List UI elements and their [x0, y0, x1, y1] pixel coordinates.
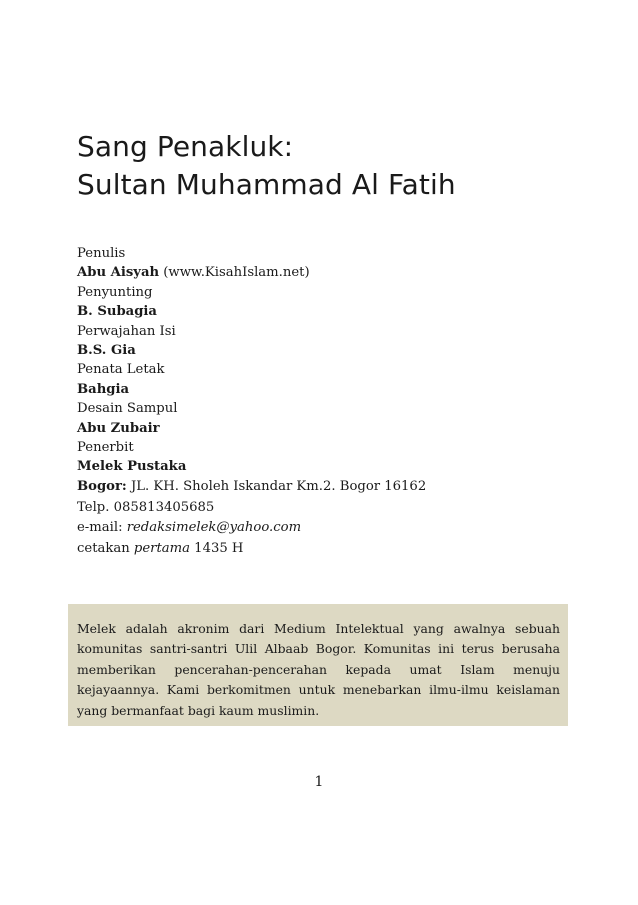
credit-name: Abu Zubair	[77, 420, 160, 436]
credit-role: Penulis	[77, 246, 126, 261]
credit-role: Penerbit	[77, 440, 134, 456]
edition-prefix: cetakan	[77, 540, 134, 556]
credits-block	[77, 244, 310, 477]
publisher-address	[77, 477, 426, 498]
publisher-city: Bogor:	[77, 479, 127, 494]
credit-name: Abu Aisyah	[77, 265, 160, 281]
page-number: 1	[314, 774, 324, 790]
book-title-line-1: Sang Penakluk:	[77, 130, 294, 163]
credit-name-line	[77, 263, 310, 282]
email-label: e-mail:	[77, 520, 127, 535]
credit-name: Bahgia	[77, 381, 130, 397]
about-text: Melek adalah akronim dari Medium Intelektual yang awalnya sebuah komunitas santri-santri Ulil Albaab Bogor. Komunitas ini terus berusaha memberikan pencerahan-pencerahan kepada umat Islam menuju kejayaannya. Kami berkomitmen untuk menebarkan ilmu-ilmu keislaman yang bermanfaat bagi kaum muslimin.	[77, 621, 560, 718]
about-box	[68, 604, 568, 726]
credit-name-line	[77, 380, 310, 399]
credit-extra: (www.KisahIslam.net)	[159, 265, 310, 281]
edition-line	[77, 539, 426, 560]
credit-name-line	[77, 341, 310, 360]
credit-role: Penyunting	[77, 284, 153, 300]
credit-name: B.S. Gia	[77, 343, 136, 359]
credit-name-line	[77, 302, 310, 321]
email-address: redaksimelek@yahoo.com	[126, 520, 302, 535]
address-text: JL. KH. Sholeh Iskandar Km.2. Bogor 16162	[126, 479, 427, 494]
publisher-info	[77, 477, 426, 559]
credit-role: Perwajahan Isi	[77, 323, 176, 339]
credit-name-line	[77, 419, 310, 438]
credit-role: Penata Letak	[77, 362, 165, 378]
book-title-line-2: Sultan Muhammad Al Fatih	[77, 168, 456, 201]
credit-name-line	[77, 457, 310, 476]
edition-number: pertama	[133, 540, 190, 556]
edition-year: 1435 H	[189, 540, 244, 556]
publisher-phone: Telp. 085813405685	[77, 499, 215, 515]
credit-role: Desain Sampul	[77, 401, 178, 417]
credit-name: B. Subagia	[77, 304, 157, 320]
credit-name: Melek Pustaka	[77, 459, 187, 475]
book-title	[77, 128, 456, 204]
publisher-email	[77, 518, 426, 539]
